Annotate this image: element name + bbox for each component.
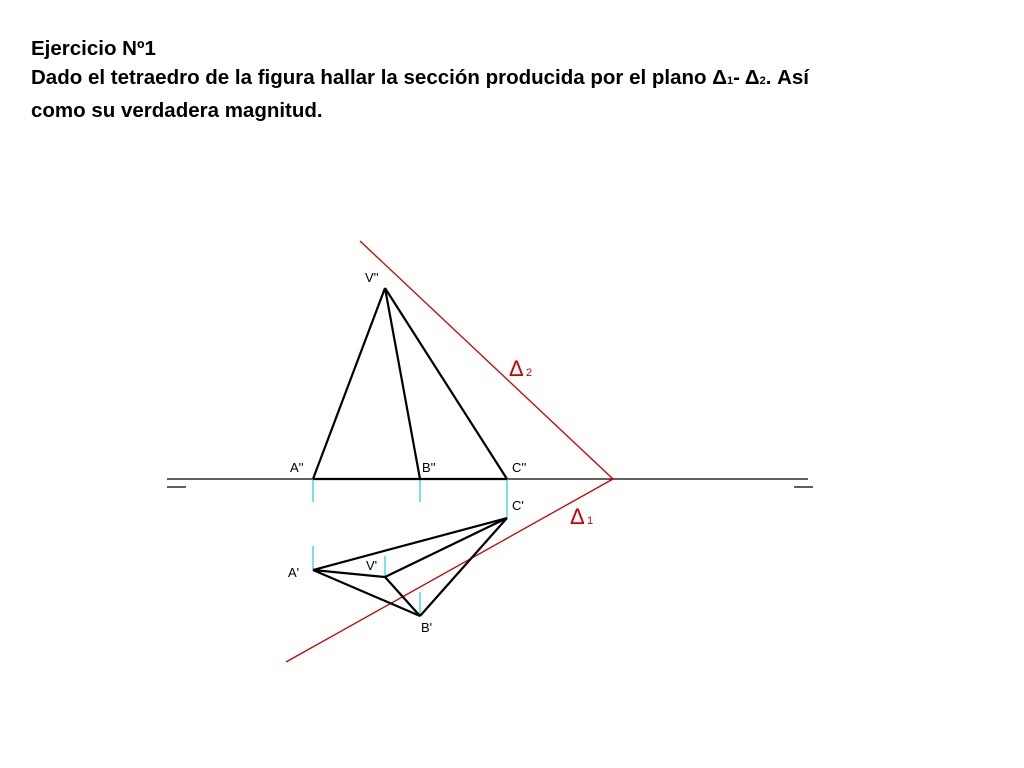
label-delta-1: Δ — [570, 504, 585, 529]
label-v-plan: V' — [366, 558, 378, 573]
label-a-plan: A' — [288, 565, 300, 580]
label-delta-1-subscript: 1 — [587, 515, 594, 527]
label-delta-2: Δ — [509, 356, 524, 381]
label-delta-2-subscript: 2 — [526, 367, 533, 379]
label-a-elevation: A'' — [290, 460, 304, 475]
edge-v1-c1 — [385, 518, 507, 577]
exercise-title: Ejercicio Nº1 — [31, 37, 156, 60]
text-part: - Δ — [733, 66, 760, 89]
label-b-elevation: B'' — [422, 460, 436, 475]
edge-a1-c1 — [313, 518, 507, 570]
trace-delta-1 — [286, 479, 613, 662]
text-part: Dado el tetraedro de la figura hallar la sección producida por el plano Δ — [31, 66, 727, 89]
label-b-plan: B' — [421, 620, 433, 635]
subscript-2: 2 — [759, 75, 766, 87]
label-c-elevation: C'' — [512, 460, 527, 475]
edge-a2-v2 — [313, 288, 385, 479]
subscript-1: 1 — [726, 75, 734, 87]
exercise-text-line-3: como su verdadera magnitud. — [31, 99, 323, 122]
edge-a1-b1 — [313, 570, 420, 616]
label-c-plan: C' — [512, 498, 524, 513]
text-part: . Así — [765, 66, 809, 89]
edge-b1-c1 — [420, 518, 507, 616]
label-v-elevation: V'' — [365, 270, 379, 285]
edge-v1-b1 — [385, 577, 420, 616]
